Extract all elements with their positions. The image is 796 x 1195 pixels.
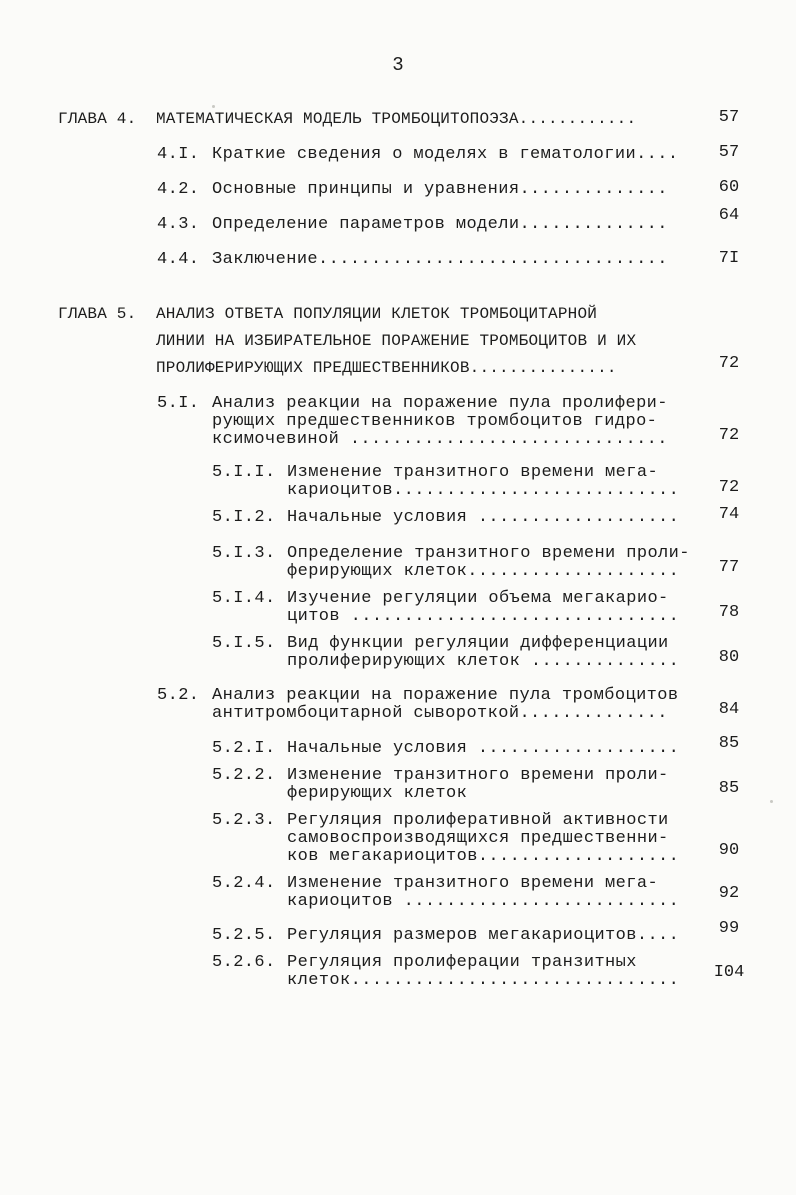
subsection-title-line-1: Вид функции регуляции дифференциации [287,634,669,653]
section-title-line-2: рующих предшественников тромбоцитов гидро- [212,412,658,431]
section-title: Заключение................................. [212,250,668,269]
section-title: Основные принципы и уравнения.............. [212,180,668,199]
subsection-number: 5.I.5. [212,634,276,653]
subsection-page: 80 [718,648,740,667]
section-page: 64 [718,206,740,225]
subsection-title-line-2: ферирующих клеток.................... [287,562,680,581]
section-number: 4.I. [157,145,200,164]
subsection-title-line-1: Начальные условия ................... [287,739,680,758]
subsection-title-line-2: клеток............................... [287,971,680,990]
subsection-number: 5.I.3. [212,544,276,563]
subsection-number: 5.2.I. [212,739,276,758]
subsection-title-line-2: ферирующих клеток [287,784,468,803]
section-page: 57 [718,143,740,162]
section-title-line-2: антитромбоцитарной сывороткой.............. [212,704,668,723]
subsection-title-line-2: самовоспроизводящихся предшественни- [287,829,669,848]
chapter-4-page: 57 [718,108,740,127]
section-number: 4.3. [157,215,200,234]
section-number: 4.4. [157,250,200,269]
chapter-4-label: ГЛАВА 4. [58,110,137,128]
chapter-5-label: ГЛАВА 5. [58,305,137,323]
section-page: 84 [718,700,740,719]
subsection-page: 72 [718,478,740,497]
subsection-page: 74 [718,505,740,524]
subsection-page: I04 [713,963,745,982]
subsection-title-line-2: пролиферирующих клеток .............. [287,652,680,671]
subsection-title-line-1: Изменение транзитного времени проли- [287,766,669,785]
subsection-title-line-2: цитов ............................... [287,607,680,626]
section-title: Краткие сведения о моделях в гематологии.... [212,145,679,164]
chapter-5-page: 72 [718,354,740,373]
subsection-number: 5.I.I. [212,463,276,482]
subsection-page: 92 [718,884,740,903]
subsection-number: 5.2.4. [212,874,276,893]
subsection-title-line-3: ков мегакариоцитов................... [287,847,680,866]
chapter-5-title-line-3: ПРОЛИФЕРИРУЮЩИХ ПРЕДШЕСТВЕННИКОВ............... [156,359,617,377]
subsection-page: 85 [718,734,740,753]
subsection-page: 90 [718,841,740,860]
chapter-4-title: МАТЕМАТИЧЕСКАЯ МОДЕЛЬ ТРОМБОЦИТОПОЭЗА............ [156,110,637,128]
subsection-number: 5.2.3. [212,811,276,830]
scan-speck [770,800,773,803]
subsection-page: 85 [718,779,740,798]
subsection-title-line-1: Определение транзитного времени проли- [287,544,690,563]
page-number: 3 [392,54,404,76]
section-page: 60 [718,178,740,197]
subsection-title-line-2: кариоцитов........................... [287,481,680,500]
subsection-page: 77 [718,558,740,577]
subsection-title-line-1: Регуляция пролиферации транзитных [287,953,637,972]
subsection-number: 5.I.2. [212,508,276,527]
subsection-title-line-1: Изучение регуляции объема мегакарио- [287,589,669,608]
section-number: 5.2. [157,686,200,705]
subsection-title-line-1: Регуляция размеров мегакариоцитов.... [287,926,680,945]
section-title-line-3: ксимочевиной .............................. [212,430,668,449]
subsection-title-line-1: Регуляция пролиферативной активности [287,811,669,830]
subsection-title-line-1: Изменение транзитного времени мега- [287,874,659,893]
chapter-5-title-line-1: АНАЛИЗ ОТВЕТА ПОПУЛЯЦИИ КЛЕТОК ТРОМБОЦИТАРНОЙ [156,305,598,323]
section-title-line-1: Анализ реакции на поражение пула пролифери- [212,394,668,413]
section-number: 4.2. [157,180,200,199]
section-page: 72 [718,426,740,445]
subsection-number: 5.I.4. [212,589,276,608]
subsection-title-line-1: Изменение транзитного времени мега- [287,463,659,482]
subsection-title-line-2: кариоцитов .......................... [287,892,680,911]
subsection-number: 5.2.5. [212,926,276,945]
section-page: 7I [718,249,740,268]
subsection-title-line-1: Начальные условия ................... [287,508,680,527]
chapter-5-title-line-2: ЛИНИИ НА ИЗБИРАТЕЛЬНОЕ ПОРАЖЕНИЕ ТРОМБОЦИТОВ И ИХ [156,332,637,350]
section-title: Определение параметров модели.............. [212,215,668,234]
subsection-page: 99 [718,919,740,938]
subsection-page: 78 [718,603,740,622]
scan-speck [212,105,215,108]
section-number: 5.I. [157,394,200,413]
section-title-line-1: Анализ реакции на поражение пула тромбоцитов [212,686,679,705]
subsection-number: 5.2.2. [212,766,276,785]
subsection-number: 5.2.6. [212,953,276,972]
